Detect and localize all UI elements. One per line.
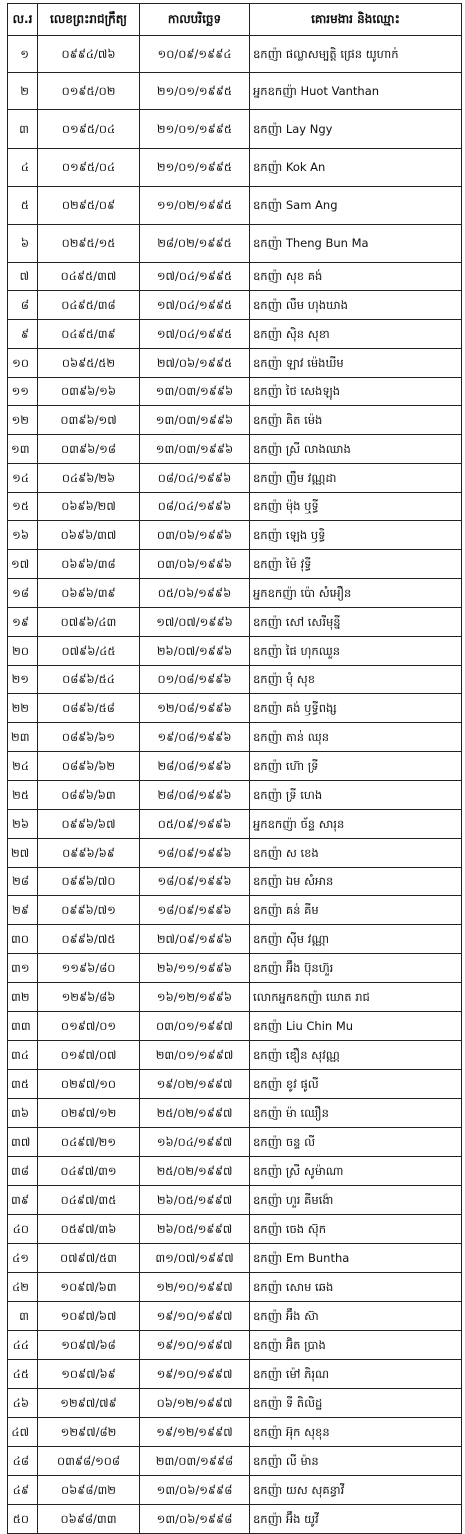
table-row (8, 149, 462, 187)
date-cell: ២៧/០៦/១៩៩៥ (140, 349, 250, 378)
title-name-cell: លោកអ្នកឧកញ៉ា ឃោត រាជ (250, 983, 462, 1012)
title-name-cell: ឧកញ៉ា គង់ ឫទ្ធីពង្ស (250, 694, 462, 723)
decree-number-cell: ០២៩៥/១៥ (38, 225, 140, 263)
decree-number-cell: ០៧៩៦/៤៣ (38, 608, 140, 637)
decree-number-cell: ០៦៩៦/៣៨ (38, 550, 140, 579)
row-number-cell: ៩ (8, 320, 38, 349)
date-cell: ១៣/០៦/១៩៩៨ (140, 1505, 250, 1534)
title-name-cell: ឧកញ៉ា យស សុគន្ធាវី (250, 1476, 462, 1505)
date-cell: ១០/០៩/១៩៩៤ (140, 36, 250, 73)
row-number-cell: ១៦ (8, 521, 38, 550)
date-cell: ២៦/០៥/១៩៩៧ (140, 1215, 250, 1244)
decree-number-cell: ០២៩៥/០៩ (38, 187, 140, 225)
title-registry-table (7, 3, 462, 1534)
date-cell: ១៧/០៤/១៩៩៥ (140, 263, 250, 291)
title-name-cell: ឧកញ៉ា អ៊ិត ប្រាង (250, 1331, 462, 1360)
decree-number-cell: ០៨៩៦/៦៣ (38, 781, 140, 810)
date-cell: ២៥/០២/១៩៩៧ (140, 1157, 250, 1186)
row-number-cell: ៣២ (8, 983, 38, 1012)
decree-number-cell: ០២៩៧/១២ (38, 1099, 140, 1128)
decree-number-cell: ០៩៩៤/៧៦ (38, 36, 140, 73)
row-number-cell: ៣ (8, 110, 38, 149)
table-row (8, 1128, 462, 1157)
title-name-cell: ឧកញ៉ា ម៉ៅ ភិរុណ (250, 1360, 462, 1389)
table-row (8, 637, 462, 666)
date-cell: ១៣/០៣/១៩៩៦ (140, 406, 250, 435)
table-row (8, 406, 462, 435)
date-cell: ០៥/០៩/១៩៩៦ (140, 810, 250, 839)
decree-number-cell: ០៩៩៦/៦៩ (38, 839, 140, 868)
table-row (8, 1331, 462, 1360)
table-row (8, 36, 462, 73)
table-row (8, 1273, 462, 1302)
title-name-cell: ឧកញ៉ា អ៊ឹង ប៊ុនហ៊ួរ (250, 954, 462, 983)
date-cell: ០៣/០៦/១៩៩៦ (140, 550, 250, 579)
row-number-cell: ៣០ (8, 925, 38, 954)
table-row (8, 1389, 462, 1418)
row-number-cell: ៧ (8, 263, 38, 291)
decree-number-cell: ០១៩៥/០២ (38, 73, 140, 110)
date-cell: ២១/០១/១៩៩៥ (140, 110, 250, 149)
title-name-cell: ឧកញ៉ា ទ្រី ហេង (250, 781, 462, 810)
header-decree: លេខព្រះរាជក្រឹត្យ (38, 4, 140, 36)
title-name-cell: ឧកញ៉ា ចន្ទ លី (250, 1128, 462, 1157)
decree-number-cell: ១០៩៧/៦៩ (38, 1360, 140, 1389)
table-row (8, 378, 462, 406)
row-number-cell: ៤៩ (8, 1476, 38, 1505)
table-row (8, 225, 462, 263)
row-number-cell: ១២ (8, 406, 38, 435)
decree-number-cell: ១០៩៧/៦៣ (38, 1273, 140, 1302)
row-number-cell: ៤៥ (8, 1360, 38, 1389)
row-number-cell: ៨ (8, 291, 38, 320)
decree-number-cell: ០៧៩៦/៤៥ (38, 637, 140, 666)
table-row (8, 493, 462, 521)
table-row (8, 983, 462, 1012)
table-row (8, 1505, 462, 1534)
decree-number-cell: ០៩៩៦/៧១ (38, 896, 140, 925)
title-name-cell: ឧកញ៉ា ស៊ិន សុខា (250, 320, 462, 349)
decree-number-cell: ០១៩៥/០៤ (38, 149, 140, 187)
decree-number-cell: ០៦៩៨/៣៣ (38, 1505, 140, 1534)
decree-number-cell: ១២៩៦/៨៦ (38, 983, 140, 1012)
table-row (8, 320, 462, 349)
decree-number-cell: ០៤៩៥/៣៩ (38, 320, 140, 349)
table-row (8, 187, 462, 225)
title-name-cell: ឧកញ៉ា គិត ម៉េង (250, 406, 462, 435)
decree-number-cell: ០៦៩៦/៣៩ (38, 579, 140, 608)
table-header-row (8, 4, 462, 36)
decree-number-cell: ០២៩៧/១០ (38, 1070, 140, 1099)
title-name-cell: ឧកញ៉ា ចេង ស៊ុក (250, 1215, 462, 1244)
date-cell: ២៣/០៣/១៩៩៨ (140, 1447, 250, 1476)
date-cell: ២៨/០២/១៩៩៥ (140, 225, 250, 263)
row-number-cell: ១ (8, 36, 38, 73)
date-cell: ១១/០២/១៩៩៥ (140, 187, 250, 225)
title-name-cell: ឧកញ៉ា សោម ឆេង (250, 1273, 462, 1302)
date-cell: ២៦/០៧/១៩៩៦ (140, 637, 250, 666)
date-cell: ១៩/០៨/១៩៩៦ (140, 723, 250, 752)
decree-number-cell: ០៩៩៦/៦៧ (38, 810, 140, 839)
date-cell: ១៧/០៧/១៩៩៦ (140, 608, 250, 637)
title-name-cell: អ្នកឧកញ៉ា ច័ន្ទ សារុន (250, 810, 462, 839)
table-row (8, 1447, 462, 1476)
title-name-cell: អ្នកឧកញ៉ា ប៉ោ សំអឿន (250, 579, 462, 608)
decree-number-cell: ១០៩៧/៦៨ (38, 1331, 140, 1360)
table-row (8, 579, 462, 608)
date-cell: ១៩/១០/១៩៩៧ (140, 1360, 250, 1389)
table-row (8, 1360, 462, 1389)
row-number-cell: ៤៤ (8, 1331, 38, 1360)
decree-number-cell: ០៨៩៦/៥៨ (38, 694, 140, 723)
decree-number-cell: ០៦៩៦/៣៧ (38, 521, 140, 550)
decree-number-cell: ០៣៩៦/១៨ (38, 435, 140, 464)
row-number-cell: ៣៤ (8, 1041, 38, 1070)
date-cell: ១៧/០៤/១៩៩៥ (140, 291, 250, 320)
table-row (8, 752, 462, 781)
table-row (8, 694, 462, 723)
decree-number-cell: ០៨៩៦/៦២ (38, 752, 140, 781)
date-cell: ២៥/០២/១៩៩៧ (140, 1099, 250, 1128)
table-body (8, 36, 462, 1534)
row-number-cell: ២៦ (8, 810, 38, 839)
decree-number-cell: ០៩៩៦/៧០ (38, 868, 140, 896)
decree-number-cell: ០៤៩៥/៣៨ (38, 291, 140, 320)
table-row (8, 1476, 462, 1505)
date-cell: ៣១/០៧/១៩៩៧ (140, 1244, 250, 1273)
date-cell: ០១/០៨/១៩៩៦ (140, 666, 250, 694)
date-cell: ១៣/០៦/១៩៩៨ (140, 1476, 250, 1505)
table-row (8, 1157, 462, 1186)
row-number-cell: ៣៥ (8, 1070, 38, 1099)
decree-number-cell: ០៣៩៦/១៧ (38, 406, 140, 435)
table-row (8, 666, 462, 694)
decree-number-cell: ០៣៩៨/១០៨ (38, 1447, 140, 1476)
title-name-cell: ឧកញ៉ា Theng Bun Ma (250, 225, 462, 263)
decree-number-cell: ១០៩៧/៦៧ (38, 1302, 140, 1331)
row-number-cell: ១៩ (8, 608, 38, 637)
table-row (8, 925, 462, 954)
table-row (8, 521, 462, 550)
table-row (8, 839, 462, 868)
row-number-cell: ៤៨ (8, 1447, 38, 1476)
row-number-cell: ៤ (8, 149, 38, 187)
date-cell: ២៦/១១/១៩៩៦ (140, 954, 250, 983)
table-row (8, 1215, 462, 1244)
decree-number-cell: ០៥៩៧/៣៦ (38, 1215, 140, 1244)
decree-number-cell: ១២៩៧/៨២ (38, 1418, 140, 1447)
title-name-cell: ឧកញ៉ា Lay Ngy (250, 110, 462, 149)
title-name-cell: ឧកញ៉ា ស្រី សូម៉ាណា (250, 1157, 462, 1186)
row-number-cell: ២៨ (8, 868, 38, 896)
date-cell: ២១/០១/១៩៩៥ (140, 73, 250, 110)
row-number-cell: ២៤ (8, 752, 38, 781)
date-cell: ១៣/០៣/១៩៩៦ (140, 378, 250, 406)
title-name-cell: ឧកញ៉ា អ៊ឹង ស៊ា (250, 1302, 462, 1331)
date-cell: ១៧/០៤/១៩៩៥ (140, 320, 250, 349)
table-row (8, 1099, 462, 1128)
header-date: កាលបរិច្ឆេទ (140, 4, 250, 36)
table-row (8, 954, 462, 983)
row-number-cell: ៣១ (8, 954, 38, 983)
decree-number-cell: ០៧៩៧/៥៣ (38, 1244, 140, 1273)
title-name-cell: ឧកញ៉ា អ៊ឹង យូវី (250, 1505, 462, 1534)
title-name-cell: ឧកញ៉ា ស ខេង (250, 839, 462, 868)
decree-number-cell: ០១៩៧/០១ (38, 1012, 140, 1041)
decree-number-cell: ១១៩៦/៨០ (38, 954, 140, 983)
row-number-cell: ៣៧ (8, 1128, 38, 1157)
date-cell: ១៩/០២/១៩៩៧ (140, 1070, 250, 1099)
table-row (8, 781, 462, 810)
title-name-cell: ឧកញ៉ា ម៉ា ឈឿន (250, 1099, 462, 1128)
decree-number-cell: ០១៩៧/០៧ (38, 1041, 140, 1070)
row-number-cell: ៥០ (8, 1505, 38, 1534)
decree-number-cell: ០៤៩៦/២៦ (38, 464, 140, 493)
row-number-cell: ២៩ (8, 896, 38, 925)
table-row (8, 810, 462, 839)
decree-number-cell: ០៤៩៧/២១ (38, 1128, 140, 1157)
date-cell: ២៧/០៩/១៩៩៦ (140, 925, 250, 954)
date-cell: ១៦/១២/១៩៩៦ (140, 983, 250, 1012)
date-cell: ០៣/០១/១៩៩៧ (140, 1012, 250, 1041)
row-number-cell: ១៧ (8, 550, 38, 579)
title-name-cell: ឧកញ៉ា ញឹម វណ្ណដា (250, 464, 462, 493)
decree-number-cell: ០៦៩៦/២៧ (38, 493, 140, 521)
date-cell: ១៩/១០/១៩៩៧ (140, 1302, 250, 1331)
row-number-cell: ២ (8, 73, 38, 110)
title-name-cell: ឧកញ៉ា ទី តិលិដ្ឋ (250, 1389, 462, 1418)
row-number-cell: ៤២ (8, 1273, 38, 1302)
table-row (8, 1041, 462, 1070)
table-row (8, 1418, 462, 1447)
title-name-cell: ឧកញ៉ា ផៃ ហុកឈួន (250, 637, 462, 666)
title-name-cell: ឧកញ៉ា លឹម ហុងឃាង (250, 291, 462, 320)
title-name-cell: ឧកញ៉ា ស្រី លាងឈាង (250, 435, 462, 464)
date-cell: ០៦/១២/១៩៩៧ (140, 1389, 250, 1418)
row-number-cell: ៣៨ (8, 1157, 38, 1186)
date-cell: ២១/០១/១៩៩៥ (140, 149, 250, 187)
table-row (8, 1012, 462, 1041)
row-number-cell: ២០ (8, 637, 38, 666)
title-name-cell: ឧកញ៉ា សុខ គង់ (250, 263, 462, 291)
table-row (8, 263, 462, 291)
row-number-cell: ១៨ (8, 579, 38, 608)
header-name: គោរមងារ និងឈ្មោះ (250, 4, 462, 36)
decree-number-cell: ០៤៩៧/៣១ (38, 1157, 140, 1186)
row-number-cell: ១៣ (8, 435, 38, 464)
row-number-cell: ៤៧ (8, 1418, 38, 1447)
date-cell: ០៨/០៤/១៩៩៦ (140, 464, 250, 493)
title-name-cell: ឧកញ៉ា Sam Ang (250, 187, 462, 225)
title-name-cell: ឧកញ៉ា គន់ គីម (250, 896, 462, 925)
title-name-cell: ឧកញ៉ា ហួរ គីមង៉ោ (250, 1186, 462, 1215)
title-name-cell: ឧកញ៉ា ស៊ីម វណ្ណា (250, 925, 462, 954)
date-cell: ១៨/០៩/១៩៩៦ (140, 896, 250, 925)
date-cell: ១២/០៨/១៩៩៦ (140, 694, 250, 723)
date-cell: ២៣/០១/១៩៩៧ (140, 1041, 250, 1070)
title-name-cell: ឧកញ៉ា ម៉ុង ឬទ្ធី (250, 493, 462, 521)
decree-number-cell: ០៣៩៦/១៦ (38, 378, 140, 406)
title-name-cell: ឧកញ៉ា Kok An (250, 149, 462, 187)
title-name-cell: ឧកញ៉ា Liu Chin Mu (250, 1012, 462, 1041)
date-cell: ១៣/០៣/១៩៩៦ (140, 435, 250, 464)
table-row (8, 349, 462, 378)
row-number-cell: ៤៦ (8, 1389, 38, 1418)
row-number-cell: ២៧ (8, 839, 38, 868)
date-cell: ០៥/០៦/១៩៩៦ (140, 579, 250, 608)
decree-number-cell: ១២៩៧/៧៩ (38, 1389, 140, 1418)
date-cell: ២៨/០៨/១៩៩៦ (140, 752, 250, 781)
row-number-cell: ១០ (8, 349, 38, 378)
title-name-cell: ឧកញ៉ា ឌឿន សុវណ្ណ (250, 1041, 462, 1070)
date-cell: ១៨/០៩/១៩៩៦ (140, 868, 250, 896)
row-number-cell: ១៤ (8, 464, 38, 493)
table-row (8, 435, 462, 464)
title-name-cell: ឧកញ៉ា Em Buntha (250, 1244, 462, 1273)
row-number-cell: ២៥ (8, 781, 38, 810)
title-name-cell: ឧកញ៉ា ឡាវ ម៉េងឃីម (250, 349, 462, 378)
title-name-cell: អ្នកឧកញ៉ា Huot Vanthan (250, 73, 462, 110)
decree-number-cell: ០៨៩៦/៦១ (38, 723, 140, 752)
table-row (8, 1186, 462, 1215)
date-cell: ០៣/០៦/១៩៩៦ (140, 521, 250, 550)
table-row (8, 723, 462, 752)
date-cell: ១៨/០៩/១៩៩៦ (140, 839, 250, 868)
title-name-cell: ឧកញ៉ា ឯម សំអាន (250, 868, 462, 896)
table-row (8, 868, 462, 896)
table-row (8, 110, 462, 149)
row-number-cell: ៣៣ (8, 1012, 38, 1041)
title-name-cell: ឧកញ៉ា លី ម៉ាន (250, 1447, 462, 1476)
header-no: ល.រ (8, 4, 38, 36)
table-row (8, 896, 462, 925)
title-name-cell: ឧកញ៉ា សៅ សេរីមុន្នី (250, 608, 462, 637)
row-number-cell: ២៣ (8, 723, 38, 752)
title-name-cell: ឧកញ៉ា អ៊ុក សុខុន (250, 1418, 462, 1447)
row-number-cell: ៣៦ (8, 1099, 38, 1128)
row-number-cell: ២១ (8, 666, 38, 694)
date-cell: ១៩/១២/១៩៩៧ (140, 1418, 250, 1447)
title-name-cell: ឧកញ៉ា ហ៊ោ ទ្រី (250, 752, 462, 781)
table-row (8, 1302, 462, 1331)
decree-number-cell: ០១៩៥/០៤ (38, 110, 140, 149)
table-row (8, 464, 462, 493)
decree-number-cell: ០៦៩៥/៥២ (38, 349, 140, 378)
table-row (8, 1244, 462, 1273)
row-number-cell: ៣ (8, 1302, 38, 1331)
decree-number-cell: ០៤៩៥/៣៧ (38, 263, 140, 291)
decree-number-cell: ០៨៩៦/៥៤ (38, 666, 140, 694)
date-cell: ២៨/០៨/១៩៩៦ (140, 781, 250, 810)
date-cell: ០៨/០៤/១៩៩៦ (140, 493, 250, 521)
row-number-cell: ៣៩ (8, 1186, 38, 1215)
date-cell: ១៩/១០/១៩៩៧ (140, 1331, 250, 1360)
row-number-cell: ៤០ (8, 1215, 38, 1244)
table-row (8, 1070, 462, 1099)
decree-number-cell: ០៤៩៧/៣៥ (38, 1186, 140, 1215)
decree-number-cell: ០៩៩៦/៧៥ (38, 925, 140, 954)
title-name-cell: ឧកញ៉ា ផល្លាសម្បត្តិ ផ្រេន យូហាក់ (250, 36, 462, 73)
title-name-cell: ឧកញ៉ា ថៃ សេងឡុង (250, 378, 462, 406)
row-number-cell: ៥ (8, 187, 38, 225)
title-name-cell: ឧកញ៉ា ម៉ៃ វុទ្ធី (250, 550, 462, 579)
title-name-cell: ឧកញ៉ា ខូវ ផូលី (250, 1070, 462, 1099)
table-row (8, 73, 462, 110)
row-number-cell: ១១ (8, 378, 38, 406)
date-cell: ១៦/០៤/១៩៩៧ (140, 1128, 250, 1157)
row-number-cell: ១៥ (8, 493, 38, 521)
row-number-cell: ៤១ (8, 1244, 38, 1273)
row-number-cell: ៦ (8, 225, 38, 263)
table-row (8, 608, 462, 637)
title-name-cell: ឧកញ៉ា មុំ សុខ (250, 666, 462, 694)
decree-number-cell: ០៦៩៨/៣២ (38, 1476, 140, 1505)
date-cell: ២៦/០៥/១៩៩៧ (140, 1186, 250, 1215)
title-name-cell: ឧកញ៉ា តាន់ ឈុន (250, 723, 462, 752)
date-cell: ១២/១០/១៩៩៧ (140, 1273, 250, 1302)
table-row (8, 291, 462, 320)
title-name-cell: ឧកញ៉ា ឡេង ឫទ្ធិ (250, 521, 462, 550)
table-row (8, 550, 462, 579)
row-number-cell: ២២ (8, 694, 38, 723)
